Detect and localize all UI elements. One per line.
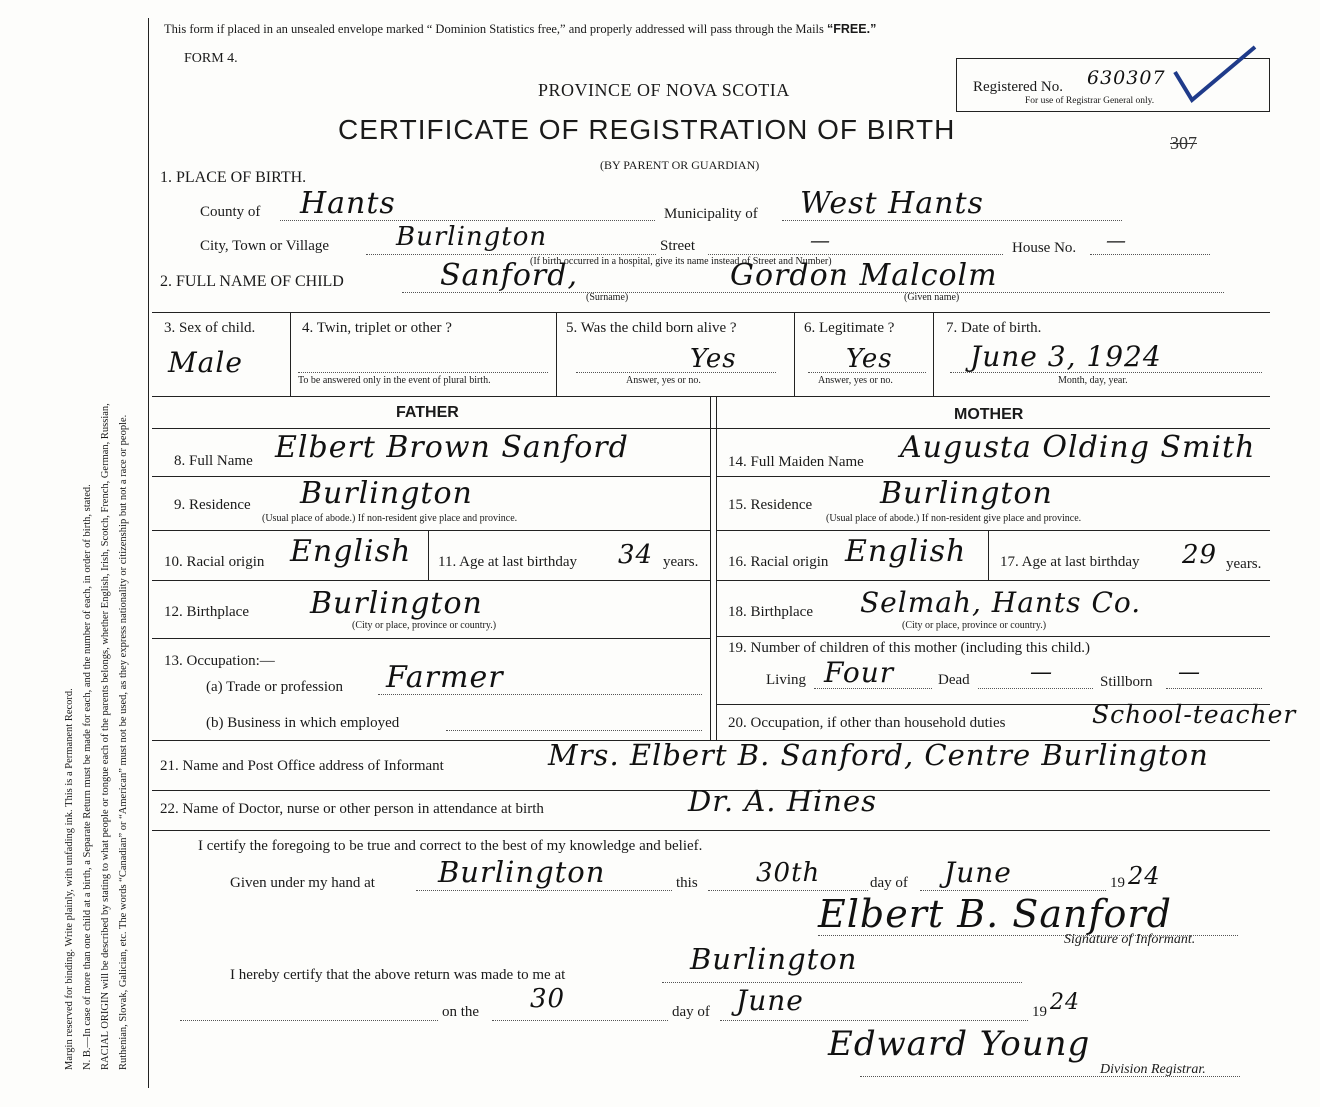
mother-birthplace-caption: (City or place, province or country.) bbox=[902, 620, 1047, 631]
house-value: — bbox=[1106, 228, 1127, 252]
day-value: 30th bbox=[756, 858, 821, 888]
city-value: Burlington bbox=[396, 222, 548, 252]
month-line bbox=[920, 890, 1106, 891]
father-racial-label: 10. Racial origin bbox=[164, 554, 265, 570]
alive-label: 5. Was the child born alive ? bbox=[566, 320, 737, 336]
margin-border bbox=[148, 18, 149, 1088]
registrar-place-value: Burlington bbox=[690, 942, 858, 976]
street-value: — bbox=[810, 228, 831, 252]
county-label: County of bbox=[200, 204, 261, 220]
living-label: Living bbox=[766, 672, 806, 688]
col-divider bbox=[290, 312, 291, 396]
reg-year-value: 24 bbox=[1050, 990, 1080, 1015]
dead-label: Dead bbox=[938, 672, 970, 688]
father-birthplace-label: 12. Birthplace bbox=[164, 604, 249, 620]
struck-number: 307 bbox=[1170, 133, 1197, 153]
mother-heading: MOTHER bbox=[954, 406, 1024, 423]
col-divider bbox=[428, 530, 429, 580]
on-the-line bbox=[180, 1020, 438, 1021]
page-subtitle: (BY PARENT OR GUARDIAN) bbox=[600, 158, 760, 172]
registrar-signature: Edward Young bbox=[828, 1024, 1091, 1064]
year-value: 24 bbox=[1128, 862, 1161, 890]
child-surname: Sanford, bbox=[440, 258, 579, 293]
reg-month-value: June bbox=[736, 984, 804, 1017]
margin-note-racial-origin: RACIAL ORIGIN will be described by stating to what people or tongue each of the parents belongs, whether English, Irish, Scotch, French, German, Russian, bbox=[100, 403, 111, 1070]
registrar-note: For use of Registrar General only. bbox=[1025, 96, 1155, 106]
father-business-label: (b) Business in which employed bbox=[206, 715, 400, 731]
parent-divider bbox=[710, 396, 711, 740]
dob-value: June 3, 1924 bbox=[970, 340, 1162, 373]
given-place-value: Burlington bbox=[438, 855, 606, 889]
col-divider bbox=[556, 312, 557, 396]
signature-caption: Signature of Informant. bbox=[1064, 932, 1196, 947]
father-trade-label: (a) Trade or profession bbox=[206, 679, 344, 695]
father-trade-value: Farmer bbox=[386, 660, 504, 695]
alive-line bbox=[576, 372, 776, 373]
informant-signature: Elbert B. Sanford bbox=[818, 892, 1172, 936]
father-residence-label: 9. Residence bbox=[174, 497, 251, 513]
stillborn-line bbox=[1166, 688, 1262, 689]
informant-value: Mrs. Elbert B. Sanford, Centre Burlington bbox=[548, 738, 1209, 772]
legitimate-caption: Answer, yes or no. bbox=[818, 375, 893, 386]
mother-birthplace-value: Selmah, Hants Co. bbox=[860, 586, 1142, 619]
col-divider bbox=[794, 312, 795, 396]
twin-note: To be answered only in the event of plural birth. bbox=[298, 375, 491, 386]
father-residence-value: Burlington bbox=[300, 476, 473, 511]
mother-racial-label: 16. Racial origin bbox=[728, 554, 829, 570]
father-name-value: Elbert Brown Sanford bbox=[275, 430, 629, 465]
province-heading: PROVINCE OF NOVA SCOTIA bbox=[538, 80, 790, 100]
dob-caption: Month, day, year. bbox=[1058, 375, 1128, 386]
twin-label: 4. Twin, triplet or other ? bbox=[302, 320, 452, 336]
day-line bbox=[708, 890, 868, 891]
mother-age-value: 29 bbox=[1182, 540, 1218, 570]
father-heading: FATHER bbox=[396, 404, 459, 421]
mother-name-label: 14. Full Maiden Name bbox=[728, 454, 864, 470]
reg-day-line bbox=[492, 1020, 668, 1021]
reg-month-line bbox=[720, 1020, 1028, 1021]
city-line bbox=[366, 254, 656, 255]
doctor-value: Dr. A. Hines bbox=[688, 784, 878, 818]
this-label: this bbox=[676, 875, 698, 891]
dob-label: 7. Date of birth. bbox=[946, 320, 1042, 336]
registrar-place-line bbox=[662, 982, 1022, 983]
on-the-label: on the bbox=[442, 1004, 480, 1020]
margin-note-racial-origin-cont: Ruthenian, Slovak, Galician, etc. The words “Canadian” or “American” must not be used, as they express nationality or citizenship but not a race or people. bbox=[118, 414, 129, 1070]
registered-number: 630307 bbox=[1087, 67, 1166, 89]
row-divider bbox=[152, 312, 1270, 313]
sex-value: Male bbox=[168, 346, 243, 379]
form-number: FORM 4. bbox=[184, 51, 238, 66]
row-divider bbox=[152, 428, 1270, 429]
mother-occupation-value: School-teacher bbox=[1092, 700, 1297, 729]
municipality-value: West Hants bbox=[800, 186, 984, 221]
col-divider bbox=[988, 530, 989, 580]
mother-residence-caption: (Usual place of abode.) If non-resident give place and province. bbox=[826, 513, 1082, 524]
sex-label: 3. Sex of child. bbox=[164, 320, 256, 336]
legitimate-label: 6. Legitimate ? bbox=[804, 320, 895, 336]
father-years: years. bbox=[663, 554, 699, 570]
given-place-line bbox=[416, 890, 672, 891]
stillborn-label: Stillborn bbox=[1100, 674, 1153, 690]
house-label: House No. bbox=[1012, 240, 1077, 256]
mail-notice: This form if placed in an unsealed envelope marked “ Dominion Statistics free,” and properly addressed will pass through the Mails “FREE.” bbox=[164, 22, 877, 36]
city-label: City, Town or Village bbox=[200, 238, 330, 254]
dead-value: — bbox=[1030, 660, 1053, 685]
col-divider bbox=[933, 312, 934, 396]
parent-divider bbox=[716, 396, 717, 740]
child-given-name: Gordon Malcolm bbox=[730, 258, 998, 293]
municipality-label: Municipality of bbox=[664, 206, 758, 222]
year-prefix: 19 bbox=[1110, 875, 1125, 891]
row-divider bbox=[152, 530, 710, 531]
row-divider bbox=[716, 580, 1270, 581]
registrar-statement: I hereby certify that the above return was made to me at bbox=[230, 967, 566, 983]
margin-note-multiple-births: N. B.—In case of more than one child at a birth, a Separate Return must be made for each, and the number of each, in order of birth, stated. bbox=[82, 484, 93, 1070]
living-value: Four bbox=[824, 656, 895, 689]
mother-age-label: 17. Age at last birthday bbox=[1000, 554, 1140, 570]
reg-day-value: 30 bbox=[530, 984, 566, 1014]
row-divider bbox=[152, 396, 1270, 397]
row-divider bbox=[152, 830, 1270, 831]
father-racial-value: English bbox=[290, 534, 412, 569]
mother-name-value: Augusta Olding Smith bbox=[900, 430, 1256, 465]
street-line bbox=[708, 254, 1003, 255]
row-divider bbox=[152, 580, 710, 581]
reg-day-of-label: day of bbox=[672, 1004, 710, 1020]
given-under-label: Given under my hand at bbox=[230, 875, 375, 891]
mother-residence-value: Burlington bbox=[880, 476, 1053, 511]
father-occupation-label: 13. Occupation:— bbox=[164, 653, 275, 669]
page-title: CERTIFICATE OF REGISTRATION OF BIRTH bbox=[338, 114, 956, 145]
registrar-caption: Division Registrar. bbox=[1100, 1062, 1206, 1077]
father-business-line bbox=[446, 730, 702, 731]
legitimate-value: Yes bbox=[846, 344, 893, 374]
house-line bbox=[1090, 254, 1210, 255]
month-value: June bbox=[944, 856, 1012, 889]
row-divider bbox=[716, 636, 1270, 637]
father-name-label: 8. Full Name bbox=[174, 453, 253, 469]
registered-label: Registered No. bbox=[973, 79, 1063, 95]
row-divider bbox=[716, 530, 1270, 531]
binding-margin bbox=[0, 0, 146, 1107]
surname-caption: (Surname) bbox=[586, 292, 629, 303]
alive-value: Yes bbox=[690, 344, 737, 374]
father-birthplace-value: Burlington bbox=[310, 586, 483, 621]
mother-birthplace-label: 18. Birthplace bbox=[728, 604, 813, 620]
checkmark-icon bbox=[1170, 42, 1260, 112]
row-divider bbox=[152, 638, 710, 639]
mother-residence-label: 15. Residence bbox=[728, 497, 813, 513]
mother-children-label: 19. Number of children of this mother (including this child.) bbox=[728, 640, 1091, 656]
mother-racial-value: English bbox=[845, 534, 967, 569]
child-name-label: 2. FULL NAME OF CHILD bbox=[160, 273, 344, 290]
given-name-caption: (Given name) bbox=[904, 292, 960, 303]
hospital-note: (If birth occurred in a hospital, give its name instead of Street and Number) bbox=[530, 256, 832, 267]
county-value: Hants bbox=[300, 186, 396, 221]
father-age-value: 34 bbox=[618, 540, 654, 570]
alive-caption: Answer, yes or no. bbox=[626, 375, 701, 386]
mother-years: years. bbox=[1226, 556, 1262, 572]
mother-occupation-label: 20. Occupation, if other than household duties bbox=[728, 715, 1006, 731]
father-age-label: 11. Age at last birthday bbox=[438, 554, 577, 570]
twin-line bbox=[298, 372, 548, 373]
informant-label: 21. Name and Post Office address of Informant bbox=[160, 758, 444, 774]
stillborn-value: — bbox=[1178, 660, 1201, 685]
street-label: Street bbox=[660, 238, 695, 254]
father-residence-caption: (Usual place of abode.) If non-resident give place and province. bbox=[262, 513, 518, 524]
doctor-label: 22. Name of Doctor, nurse or other person in attendance at birth bbox=[160, 801, 544, 817]
margin-note-binding: Margin reserved for binding. Write plainly, with unfading ink. This is a Permanent Record. bbox=[64, 688, 75, 1070]
day-of-label: day of bbox=[870, 875, 908, 891]
father-birthplace-caption: (City or place, province or country.) bbox=[352, 620, 497, 631]
certify-statement: I certify the foregoing to be true and correct to the best of my knowledge and belief. bbox=[198, 838, 703, 854]
dead-line bbox=[978, 688, 1093, 689]
place-of-birth-heading: 1. PLACE OF BIRTH. bbox=[160, 169, 307, 186]
reg-year-prefix: 19 bbox=[1032, 1004, 1047, 1020]
